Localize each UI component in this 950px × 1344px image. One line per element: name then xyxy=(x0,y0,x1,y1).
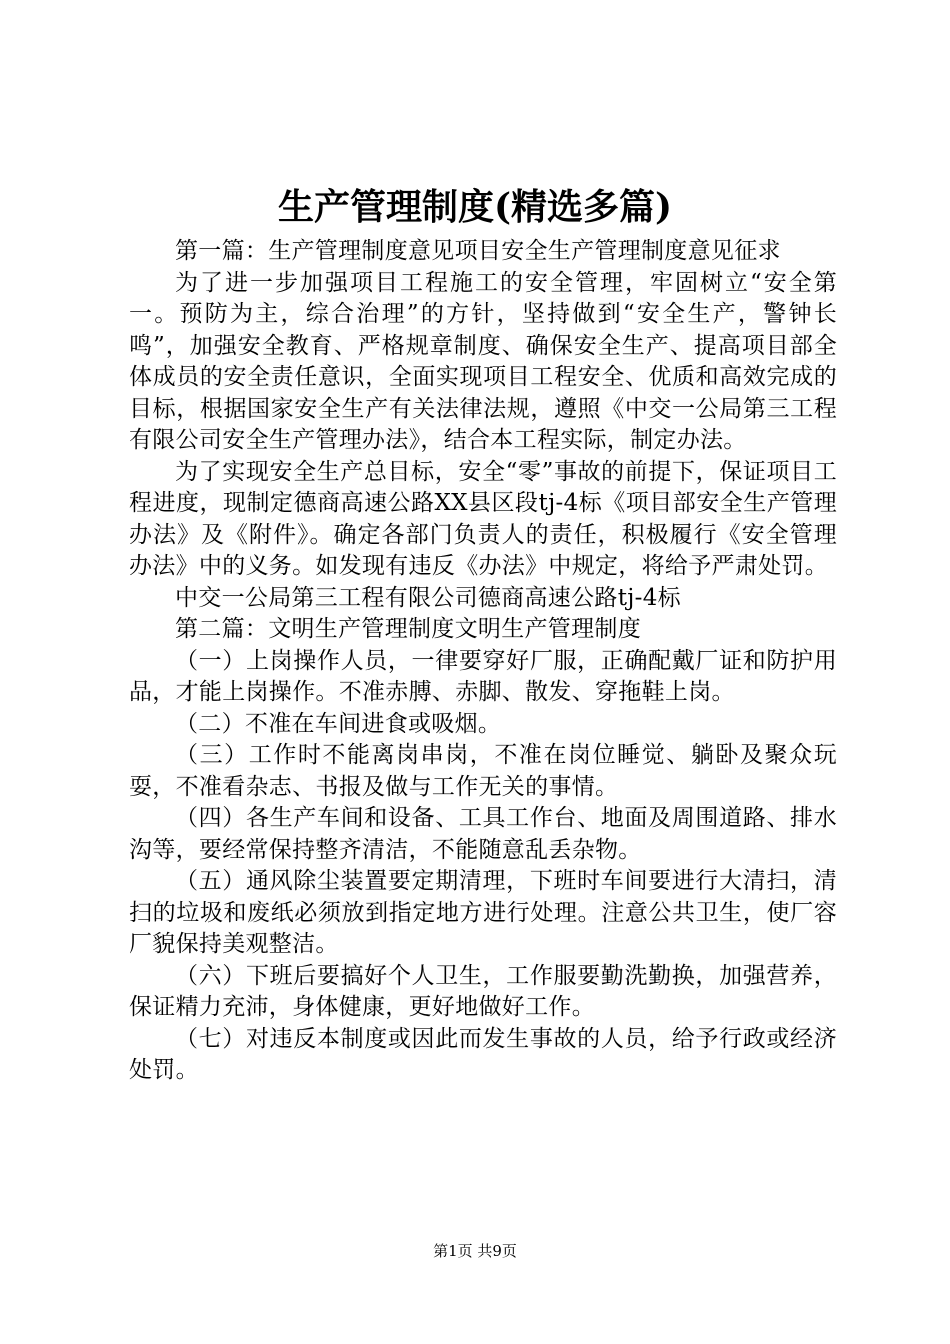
paragraph-rule-3: （三）工作时不能离岗串岗，不准在岗位睡觉、躺卧及聚众玩耍，不准看杂志、书报及做与工作无关的事情。 xyxy=(129,742,837,800)
paragraph-rule-4: （四）各生产车间和设备、工具工作台、地面及周围道路、排水沟等，要经常保持整齐清洁，不能随意乱丢杂物。 xyxy=(129,805,837,863)
paragraph-rule-2: （二）不准在车间进食或吸烟。 xyxy=(175,710,502,737)
paragraph-safety-intro: 为了进一步加强项目工程施工的安全管理，牢固树立“安全第一。预防为主，综合治理”的方针，坚持做到“安全生产，警钟长鸣”，加强安全教育、严格规章制度、确保安全生产、提高项目部全体成员的安全责任意识，全面实现项目工程安全、优质和高效完成的目标，根据国家安全生产有关法律法规，遵照《中交一公局第三工程有限公司安全生产管理办法》，结合本工程实际，制定办法。 xyxy=(129,269,837,453)
paragraph-part2-heading: 第二篇：文明生产管理制度文明生产管理制度 xyxy=(175,616,641,642)
paragraph-rule-6: （六）下班后要搞好个人卫生，工作服要勤洗勤换，加强营养，保证精力充沛，身体健康，更好地做好工作。 xyxy=(129,962,837,1020)
document-title: 生产管理制度(精选多篇) xyxy=(277,186,673,228)
paragraph-safety-goal: 为了实现安全生产总目标，安全“零”事故的前提下，保证项目工程进度，现制定德商高速公路XX县区段tj-4标《项目部安全生产管理办法》及《附件》。确定各部门负责人的责任，积极履行《安全管理办法》中的义务。如发现有违反《办法》中规定，将给予严肃处罚。 xyxy=(129,458,837,579)
page-footer: 第1页 共9页 xyxy=(433,1242,517,1260)
paragraph-part1-heading: 第一篇：生产管理制度意见项目安全生产管理制度意见征求 xyxy=(175,238,781,264)
document-body xyxy=(129,236,837,1087)
paragraph-rule-5: （五）通风除尘装置要定期清理，下班时车间要进行大清扫，清扫的垃圾和废纸必须放到指定地方进行处理。注意公共卫生，使厂容厂貌保持美观整洁。 xyxy=(129,868,837,957)
paragraph-rule-1: （一）上岗操作人员，一律要穿好厂服，正确配戴厂证和防护用品，才能上岗操作。不准赤膊、赤脚、散发、穿拖鞋上岗。 xyxy=(129,647,837,705)
paragraph-company-signature: 中交一公局第三工程有限公司德商高速公路tj-4标 xyxy=(175,584,681,611)
paragraph-rule-7: （七）对违反本制度或因此而发生事故的人员，给予行政或经济处罚。 xyxy=(129,1025,837,1083)
